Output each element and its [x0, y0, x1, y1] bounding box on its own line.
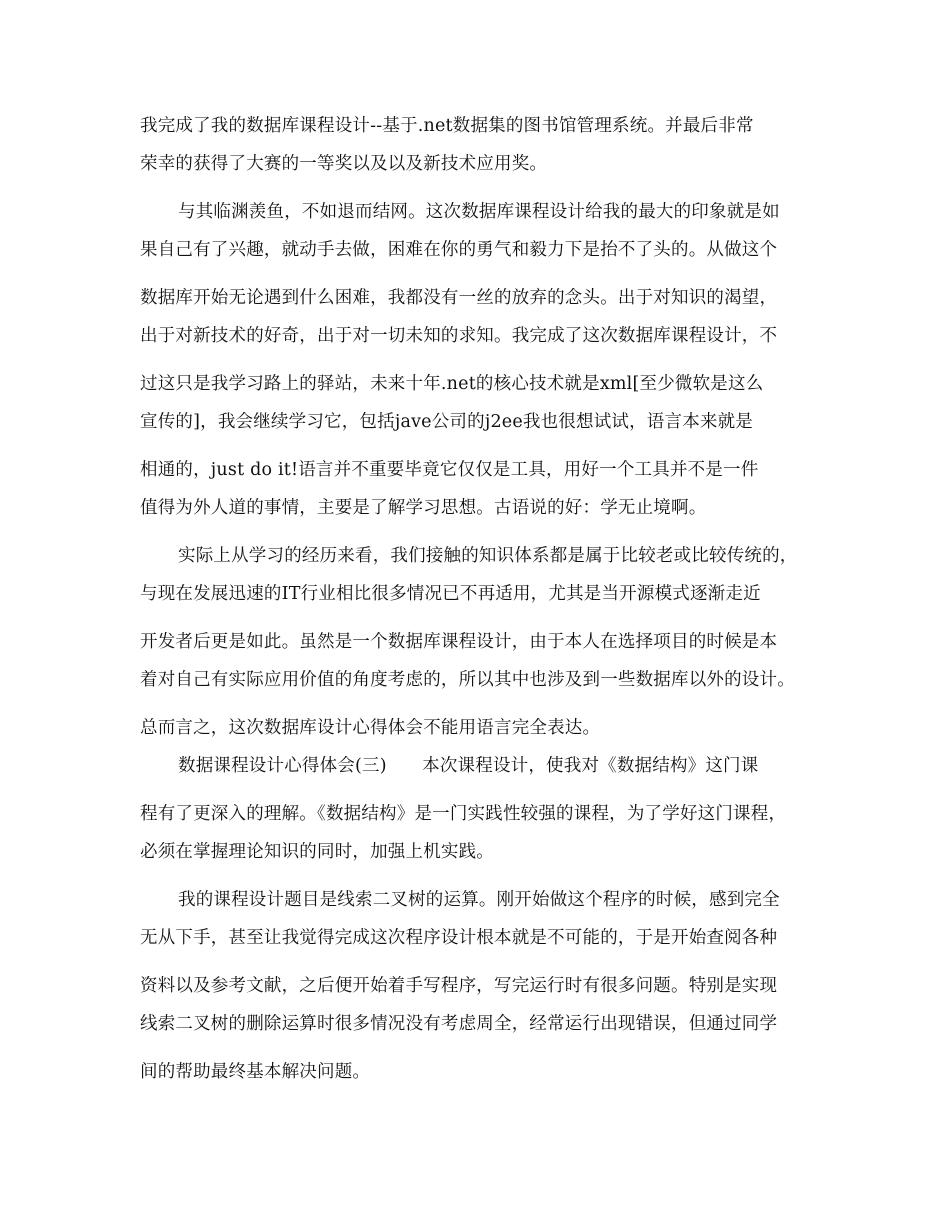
- text-line: 着对自己有实际应用价值的角度考虑的，所以其中也涉及到一些数据库以外的设计。: [140, 670, 795, 690]
- text-line: 间的帮助最终基本解决问题。: [140, 1062, 371, 1082]
- text-line: 总而言之，这次数据库设计心得体会不能用语言完全表达。: [140, 718, 601, 738]
- text-line: 必须在掌握理论知识的同时，加强上机实践。: [140, 842, 494, 862]
- text-line: 无从下手，甚至让我觉得完成这次程序设计根本就是不可能的，于是开始查阅各种: [140, 928, 778, 948]
- text-line: 我完成了我的数据库课程设计--基于.net数据集的图书馆管理系统。并最后非常: [140, 116, 754, 136]
- text-line: 值得为外人道的事情，主要是了解学习思想。古语说的好：学无止境啊。: [140, 498, 707, 518]
- text-line: 程有了更深入的理解。《数据结构》是一门实践性较强的课程，为了学好这门课程，: [140, 804, 787, 824]
- text-line: 出于对新技术的好奇，出于对一切未知的求知。我完成了这次数据库课程设计，不: [140, 326, 778, 346]
- text-line: 实际上从学习的经历来看，我们接触的知识体系都是属于比较老或比较传统的，: [178, 546, 798, 566]
- text-line: 我的课程设计题目是线索二叉树的运算。刚开始做这个程序的时候，感到完全: [178, 890, 780, 910]
- text-line: 数据库开始无论遇到什么困难，我都没有一丝的放弃的念头。出于对知识的渴望，: [140, 288, 778, 308]
- text-line: 过这只是我学习路上的驿站，未来十年.net的核心技术就是xml[至少微软是这么: [140, 374, 764, 394]
- text-line: 荣幸的获得了大赛的一等奖以及以及新技术应用奖。: [140, 154, 548, 174]
- text-line: 开发者后更是如此。虽然是一个数据库课程设计，由于本人在选择项目的时候是本: [140, 632, 778, 652]
- text-line: 与现在发展迅速的IT行业相比很多情况已不再适用，尤其是当开源模式逐渐走近: [140, 584, 761, 604]
- text-line: 数据课程设计心得体会(三) 本次课程设计，使我对《数据结构》这门课: [178, 756, 759, 776]
- text-line: 宣传的]，我会继续学习它，包括jave公司的j2ee我也很想试试，语言本来就是: [140, 412, 754, 432]
- text-line: 资料以及参考文献，之后便开始着手写程序，写完运行时有很多问题。特别是实现: [140, 976, 778, 996]
- text-line: 果自己有了兴趣，就动手去做，困难在你的勇气和毅力下是抬不了头的。从做这个: [140, 240, 778, 260]
- text-line: 相通的，just do it!语言并不重要毕竟它仅仅是工具，用好一个工具并不是一件: [140, 460, 759, 480]
- text-line: 与其临渊羡鱼，不如退而结网。这次数据库课程设计给我的最大的印象就是如: [178, 202, 780, 222]
- text-line: 线索二叉树的删除运算时很多情况没有考虑周全，经常运行出现错误，但通过同学: [140, 1014, 778, 1034]
